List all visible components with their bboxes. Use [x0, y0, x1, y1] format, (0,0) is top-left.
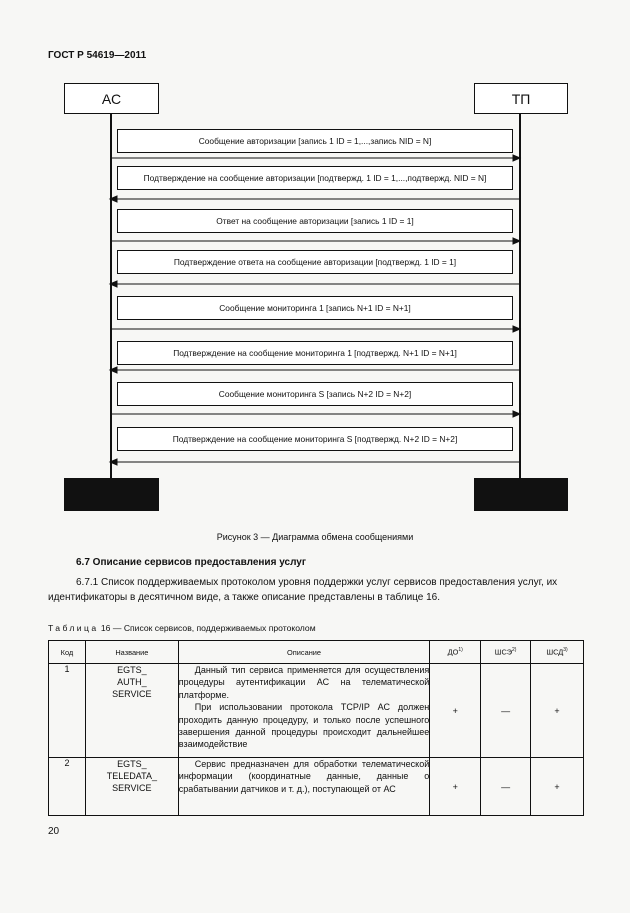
cell-name-line: TELEDATA_ — [106, 771, 157, 781]
cell-name-line: SERVICE — [112, 689, 152, 699]
actor-box-as: АС — [64, 83, 159, 114]
cell-code: 1 — [49, 664, 86, 758]
cell-shse: — — [481, 758, 531, 816]
message-box-4: Подтверждение ответа на сообщение авторизации [подтвержд. 1 ID = 1] — [117, 250, 513, 274]
header-shse-text: ШСЭ — [494, 647, 513, 657]
header-name: Название — [85, 641, 178, 664]
cell-description — [178, 758, 429, 816]
message-box-7: Сообщение мониторинга S [запись N+2 ID = N+2] — [117, 382, 513, 406]
document-header: ГОСТ Р 54619—2011 — [48, 50, 147, 61]
header-do-footnote: 1) — [458, 647, 463, 654]
cell-name — [85, 664, 178, 758]
figure-caption: Рисунок 3 — Диаграмма обмена сообщениями — [216, 532, 414, 542]
message-box-1: Сообщение авторизации [запись 1 ID = 1,...,запись NID = N] — [117, 129, 513, 153]
table-row — [49, 758, 584, 816]
cell-name-line: AUTH_ — [117, 677, 147, 687]
description-paragraph: При использовании протокола TCP/IP АС должен проходить данную процедуру, и только после успешного завершения данной процедуры происходит дальнейшее взаимодействие — [178, 702, 430, 750]
message-box-8: Подтверждение на сообщение мониторинга S [подтвержд. N+2 ID = N+2] — [117, 427, 513, 451]
header-shsd-text: ШСД — [546, 647, 564, 657]
table-caption-text: 16 — Список сервисов, поддерживаемых протоколом — [98, 623, 316, 633]
header-shse — [481, 641, 531, 664]
header-code: Код — [49, 641, 86, 664]
page-number: 20 — [48, 826, 60, 837]
section-title: 6.7 Описание сервисов предоставления услуг — [76, 557, 307, 568]
table-row — [49, 664, 584, 758]
table-caption — [48, 623, 316, 633]
cell-shsd: + — [531, 664, 584, 758]
header-do-text: ДО — [447, 647, 459, 657]
description-paragraph: Данный тип сервиса применяется для осуществления процедуры аутентификации АС на телематической платформе. — [178, 665, 430, 700]
cell-description — [178, 664, 429, 758]
header-shsd — [531, 641, 584, 664]
message-box-3: Ответ на сообщение авторизации [запись 1 ID = 1] — [117, 209, 513, 233]
cell-name — [85, 758, 178, 816]
message-box-5: Сообщение мониторинга 1 [запись N+1 ID = N+1] — [117, 296, 513, 320]
section-paragraph: 6.7.1 Список поддерживаемых протоколом уровня поддержки услуг сервисов предоставления услуг, их идентификаторы в десятичном виде, а также описание представлены в таблице 16. — [48, 577, 558, 603]
header-shse-footnote: 2) — [512, 647, 517, 654]
table-header-row — [49, 641, 584, 664]
header-description: Описание — [178, 641, 429, 664]
cell-name-line: EGTS_ — [117, 759, 147, 769]
cell-code: 2 — [49, 758, 86, 816]
header-do — [430, 641, 481, 664]
cell-name-line: SERVICE — [112, 783, 152, 793]
cell-do: + — [430, 758, 481, 816]
table-caption-prefix: Таблица — [48, 623, 99, 633]
cell-shse: — — [481, 664, 531, 758]
header-shsd-footnote: 3) — [563, 647, 568, 654]
message-box-6: Подтверждение на сообщение мониторинга 1 [подтвержд. N+1 ID = N+1] — [117, 341, 513, 365]
services-table — [48, 640, 584, 816]
cell-name-line: EGTS_ — [117, 665, 147, 675]
description-paragraph: Сервис предназначен для обработки телематической информации (координатные данные, данные о срабатывании датчиков и т. д.), поступающей от АС — [178, 759, 430, 794]
cell-do: + — [430, 664, 481, 758]
actor-box-tp: ТП — [474, 83, 568, 114]
cell-shsd: + — [531, 758, 584, 816]
message-box-2: Подтверждение на сообщение авторизации [подтвержд. 1 ID = 1,...,подтвержд. NID = N] — [117, 166, 513, 190]
